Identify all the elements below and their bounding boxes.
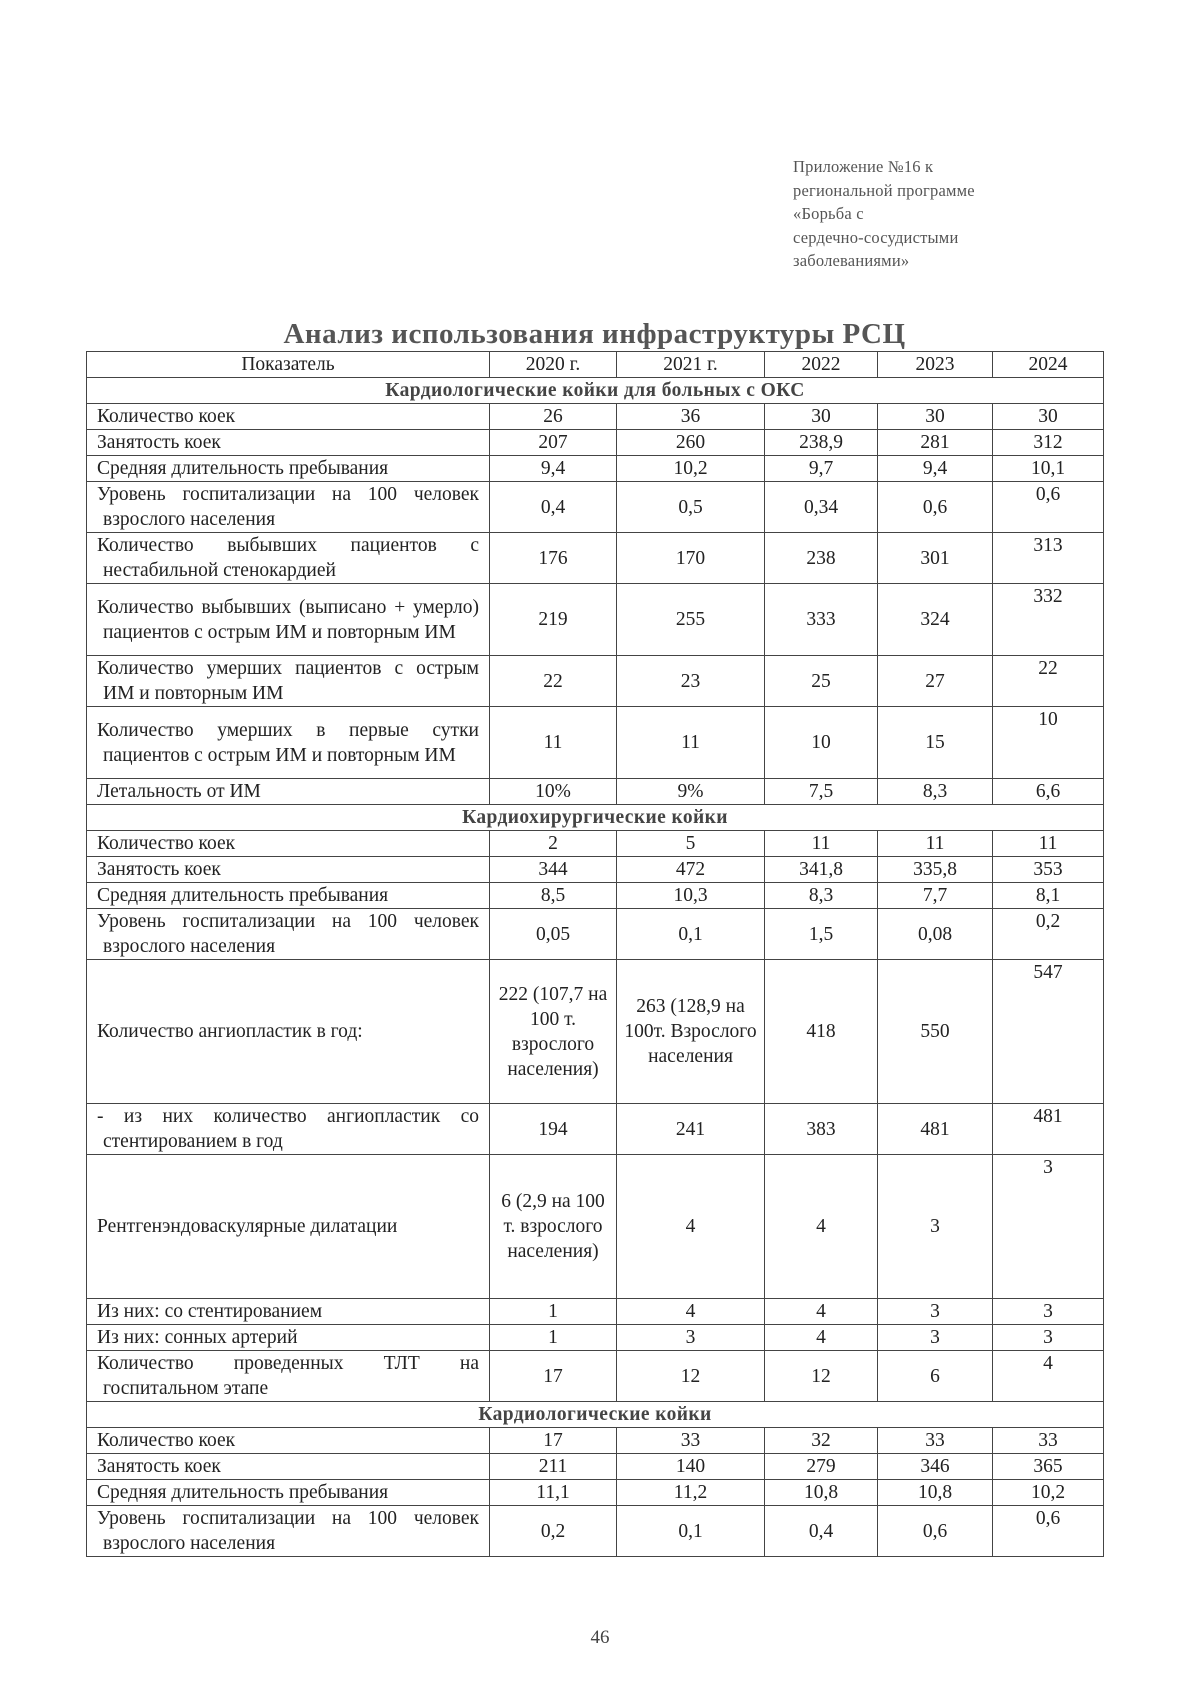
table-cell: 11 [993, 831, 1104, 857]
table-row [87, 584, 1104, 656]
table-cell: 30 [878, 404, 993, 430]
section-header-row [87, 1402, 1104, 1428]
column-header: 2020 г. [490, 352, 617, 378]
table-cell: 3 [878, 1299, 993, 1325]
table-cell: 335,8 [878, 857, 993, 883]
table-cell: 1,5 [765, 909, 878, 960]
table-cell: 9,7 [765, 456, 878, 482]
table-row [87, 1454, 1104, 1480]
table-row [87, 1299, 1104, 1325]
table-cell: 313 [993, 533, 1104, 584]
table-cell: 481 [878, 1104, 993, 1155]
table-cell: 17 [490, 1351, 617, 1402]
table-row [87, 1155, 1104, 1299]
table-cell: 9,4 [490, 456, 617, 482]
table-cell: 12 [765, 1351, 878, 1402]
table-cell: 0,6 [878, 482, 993, 533]
table-cell: 6,6 [993, 779, 1104, 805]
table-cell: 0,34 [765, 482, 878, 533]
table-header-row [87, 352, 1104, 378]
table-cell: 17 [490, 1428, 617, 1454]
row-label: Занятость коек [87, 430, 490, 456]
table-cell: 26 [490, 404, 617, 430]
document-title: Анализ использования инфраструктуры РСЦ [283, 318, 906, 350]
row-label: Количество выбывших пациентов с нестабильной стенокардией [87, 533, 490, 584]
row-label: Уровень госпитализации на 100 человек взрослого населения [87, 482, 490, 533]
table-cell: 241 [617, 1104, 765, 1155]
table-cell: 11 [617, 707, 765, 779]
row-label: Летальность от ИМ [87, 779, 490, 805]
table-cell: 10,3 [617, 883, 765, 909]
table-row [87, 857, 1104, 883]
table-cell: 550 [878, 960, 993, 1104]
table-cell: 8,3 [878, 779, 993, 805]
table-cell: 0,6 [993, 482, 1104, 533]
table-cell: 22 [993, 656, 1104, 707]
table-cell: 0,5 [617, 482, 765, 533]
table-row [87, 1104, 1104, 1155]
table-cell: 1 [490, 1299, 617, 1325]
row-label: Средняя длительность пребывания [87, 883, 490, 909]
table-cell: 238 [765, 533, 878, 584]
row-label: Из них: сонных артерий [87, 1325, 490, 1351]
table-row [87, 656, 1104, 707]
table-cell: 25 [765, 656, 878, 707]
table-cell: 211 [490, 1454, 617, 1480]
table-cell: 4 [765, 1155, 878, 1299]
row-label: Количество коек [87, 1428, 490, 1454]
table-cell: 3 [878, 1155, 993, 1299]
table-cell: 3 [878, 1325, 993, 1351]
table-cell: 6 [878, 1351, 993, 1402]
table-row [87, 404, 1104, 430]
appendix-line: сердечно-сосудистыми [793, 227, 959, 247]
table-cell: 0,6 [878, 1506, 993, 1557]
appendix-line: Приложение №16 к [793, 157, 934, 176]
table-cell: 341,8 [765, 857, 878, 883]
table-cell: 0,05 [490, 909, 617, 960]
table-cell: 30 [993, 404, 1104, 430]
table-row [87, 960, 1104, 1104]
row-label: Количество проведенных ТЛТ на госпитальном этапе [87, 1351, 490, 1402]
table-cell: 11,1 [490, 1480, 617, 1506]
appendix-line: «Борьба с [793, 204, 864, 223]
table-cell: 36 [617, 404, 765, 430]
table-row [87, 883, 1104, 909]
table-cell: 194 [490, 1104, 617, 1155]
table-cell: 207 [490, 430, 617, 456]
table-cell: 255 [617, 584, 765, 656]
table-cell: 10,8 [765, 1480, 878, 1506]
table-cell: 27 [878, 656, 993, 707]
table-cell: 481 [993, 1104, 1104, 1155]
row-label: Занятость коек [87, 857, 490, 883]
table-cell: 219 [490, 584, 617, 656]
table-cell: 0,6 [993, 1506, 1104, 1557]
table-cell: 32 [765, 1428, 878, 1454]
table-cell: 8,1 [993, 883, 1104, 909]
table-cell: 4 [617, 1299, 765, 1325]
column-header: 2022 [765, 352, 878, 378]
row-label: Из них: со стентированием [87, 1299, 490, 1325]
row-label: Средняя длительность пребывания [87, 1480, 490, 1506]
table-cell: 10,2 [993, 1480, 1104, 1506]
row-label: Количество умерших пациентов с острым ИМ и повторным ИМ [87, 656, 490, 707]
table-row [87, 909, 1104, 960]
table-cell: 263 (128,9 на 100т. Взрослого населения [617, 960, 765, 1104]
table-cell: 10% [490, 779, 617, 805]
table-cell: 11 [490, 707, 617, 779]
table-row [87, 430, 1104, 456]
table-cell: 7,5 [765, 779, 878, 805]
table-cell: 10,2 [617, 456, 765, 482]
column-header: 2021 г. [617, 352, 765, 378]
table-row [87, 1506, 1104, 1557]
table-row [87, 482, 1104, 533]
row-label: Количество выбывших (выписано + умерло) пациентов с острым ИМ и повторным ИМ [87, 584, 490, 656]
table-cell: 10 [993, 707, 1104, 779]
table-cell: 9% [617, 779, 765, 805]
row-label: - из них количество ангиопластик со стентированием в год [87, 1104, 490, 1155]
table-cell: 0,4 [765, 1506, 878, 1557]
table-cell: 33 [617, 1428, 765, 1454]
section-header: Кардиологические койки для больных с ОКС [87, 378, 1104, 404]
table-cell: 238,9 [765, 430, 878, 456]
table-cell: 10,8 [878, 1480, 993, 1506]
column-header: 2023 [878, 352, 993, 378]
row-label: Количество коек [87, 831, 490, 857]
appendix-note [793, 155, 1053, 273]
table-cell: 10,1 [993, 456, 1104, 482]
table-row [87, 1325, 1104, 1351]
appendix-line: заболеваниями» [793, 251, 910, 270]
table-cell: 0,08 [878, 909, 993, 960]
table-cell: 1 [490, 1325, 617, 1351]
table-cell: 3 [993, 1325, 1104, 1351]
row-label: Рентгенэндоваскулярные дилатации [87, 1155, 490, 1299]
table-cell: 0,2 [993, 909, 1104, 960]
table-cell: 472 [617, 857, 765, 883]
table-cell: 0,1 [617, 909, 765, 960]
section-header-row [87, 805, 1104, 831]
table-cell: 0,1 [617, 1506, 765, 1557]
table-cell: 346 [878, 1454, 993, 1480]
table-cell: 353 [993, 857, 1104, 883]
section-header-row [87, 378, 1104, 404]
table-cell: 176 [490, 533, 617, 584]
table-row [87, 831, 1104, 857]
table-cell: 9,4 [878, 456, 993, 482]
table-cell: 281 [878, 430, 993, 456]
table-row [87, 707, 1104, 779]
table-cell: 6 (2,9 на 100 т. взрослого населения) [490, 1155, 617, 1299]
appendix-line: региональной программе [793, 180, 975, 200]
row-label: Уровень госпитализации на 100 человек взрослого населения [87, 909, 490, 960]
table-cell: 301 [878, 533, 993, 584]
page-number: 46 [590, 1627, 610, 1648]
table-cell: 279 [765, 1454, 878, 1480]
table-row [87, 456, 1104, 482]
table-cell: 260 [617, 430, 765, 456]
table-cell: 33 [878, 1428, 993, 1454]
table-cell: 7,7 [878, 883, 993, 909]
table-cell: 22 [490, 656, 617, 707]
table-cell: 8,3 [765, 883, 878, 909]
table-cell: 344 [490, 857, 617, 883]
table-cell: 4 [765, 1325, 878, 1351]
table-row [87, 533, 1104, 584]
table-cell: 418 [765, 960, 878, 1104]
section-header: Кардиологические койки [87, 1402, 1104, 1428]
table-cell: 11 [878, 831, 993, 857]
table-cell: 12 [617, 1351, 765, 1402]
table-row [87, 1351, 1104, 1402]
table-cell: 222 (107,7 на 100 т. взрослого населения) [490, 960, 617, 1104]
table-row [87, 1480, 1104, 1506]
table-cell: 0,4 [490, 482, 617, 533]
table-cell: 11 [765, 831, 878, 857]
column-header: 2024 [993, 352, 1104, 378]
table-cell: 333 [765, 584, 878, 656]
table-cell: 11,2 [617, 1480, 765, 1506]
table-cell: 0,2 [490, 1506, 617, 1557]
table-body [87, 352, 1104, 1557]
table-cell: 383 [765, 1104, 878, 1155]
table-cell: 4 [617, 1155, 765, 1299]
table-cell: 33 [993, 1428, 1104, 1454]
table-cell: 324 [878, 584, 993, 656]
table-row [87, 779, 1104, 805]
table-cell: 4 [993, 1351, 1104, 1402]
infrastructure-table [86, 351, 1104, 1557]
table-cell: 547 [993, 960, 1104, 1104]
section-header: Кардиохирургические койки [87, 805, 1104, 831]
table-cell: 3 [993, 1299, 1104, 1325]
table-row [87, 1428, 1104, 1454]
table-cell: 2 [490, 831, 617, 857]
row-label: Количество умерших в первые сутки пациентов с острым ИМ и повторным ИМ [87, 707, 490, 779]
table-cell: 30 [765, 404, 878, 430]
table-cell: 5 [617, 831, 765, 857]
row-label: Количество коек [87, 404, 490, 430]
table-cell: 23 [617, 656, 765, 707]
table-cell: 312 [993, 430, 1104, 456]
table-cell: 332 [993, 584, 1104, 656]
table-cell: 15 [878, 707, 993, 779]
row-label: Количество ангиопластик в год: [87, 960, 490, 1104]
table-cell: 170 [617, 533, 765, 584]
column-header: Показатель [87, 352, 490, 378]
table-cell: 3 [993, 1155, 1104, 1299]
table-cell: 4 [765, 1299, 878, 1325]
row-label: Занятость коек [87, 1454, 490, 1480]
table-cell: 10 [765, 707, 878, 779]
row-label: Средняя длительность пребывания [87, 456, 490, 482]
table-cell: 8,5 [490, 883, 617, 909]
table-cell: 140 [617, 1454, 765, 1480]
table-cell: 3 [617, 1325, 765, 1351]
table-cell: 365 [993, 1454, 1104, 1480]
row-label: Уровень госпитализации на 100 человек взрослого населения [87, 1506, 490, 1557]
